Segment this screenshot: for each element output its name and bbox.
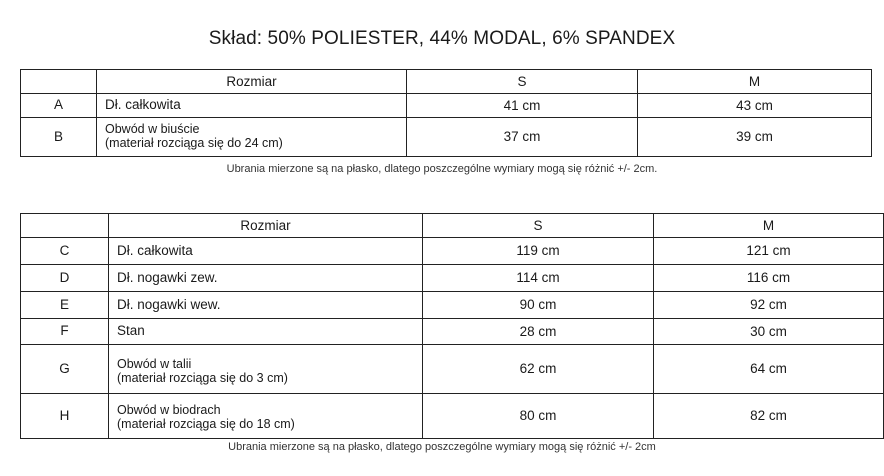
row-letter: A xyxy=(21,94,97,118)
value-m: 43 cm xyxy=(638,94,872,118)
row-letter: C xyxy=(21,238,109,265)
header-size-s: S xyxy=(423,214,654,238)
value-m: 121 cm xyxy=(654,238,884,265)
value-s: 41 cm xyxy=(407,94,638,118)
header-rozmiar: Rozmiar xyxy=(97,70,407,94)
row-description xyxy=(109,345,423,394)
table-row xyxy=(21,94,872,118)
row-letter: G xyxy=(21,345,109,394)
description-note: (materiał rozciąga się do 18 cm) xyxy=(117,416,295,431)
value-s: 28 cm xyxy=(423,319,654,345)
table-row xyxy=(21,394,884,439)
description-line: Stan xyxy=(117,323,145,338)
value-s: 119 cm xyxy=(423,238,654,265)
value-s: 80 cm xyxy=(423,394,654,439)
row-letter: E xyxy=(21,292,109,319)
description-line: Dł. nogawki zew. xyxy=(117,269,218,285)
row-description xyxy=(109,238,423,265)
table-row xyxy=(21,118,872,157)
row-letter: H xyxy=(21,394,109,439)
row-description xyxy=(109,265,423,292)
value-m: 39 cm xyxy=(638,118,872,157)
description-line: Dł. całkowita xyxy=(105,97,181,112)
table-row xyxy=(21,238,884,265)
composition-title: Skład: 50% POLIESTER, 44% MODAL, 6% SPANDEX xyxy=(208,28,676,49)
row-description xyxy=(97,118,407,157)
header-empty-cell xyxy=(21,214,109,238)
table-header-row xyxy=(21,214,884,238)
row-letter: B xyxy=(21,118,97,157)
row-description xyxy=(109,292,423,319)
value-m: 64 cm xyxy=(654,345,884,394)
value-m: 30 cm xyxy=(654,319,884,345)
description-line: Obwód w biuście xyxy=(105,122,200,136)
header-size-m: M xyxy=(638,70,872,94)
header-empty-cell xyxy=(21,70,97,94)
row-letter: D xyxy=(21,265,109,292)
value-s: 114 cm xyxy=(423,265,654,292)
value-s: 62 cm xyxy=(423,345,654,394)
row-description xyxy=(97,94,407,118)
description-note: (materiał rozciąga się do 3 cm) xyxy=(117,370,288,385)
table-row xyxy=(21,319,884,345)
table-header-row xyxy=(21,70,872,94)
value-s: 37 cm xyxy=(407,118,638,157)
table-row xyxy=(21,345,884,394)
value-m: 82 cm xyxy=(654,394,884,439)
measurement-note: Ubrania mierzone są na płasko, dlatego poszczególne wymiary mogą się różnić +/- 2cm xyxy=(228,441,656,453)
size-table-bottom xyxy=(20,213,884,439)
description-line: Obwód w biodrach xyxy=(117,402,221,417)
row-letter: F xyxy=(21,319,109,345)
table-row xyxy=(21,292,884,319)
table-row xyxy=(21,265,884,292)
value-s: 90 cm xyxy=(423,292,654,319)
value-m: 116 cm xyxy=(654,265,884,292)
size-table-top xyxy=(20,69,872,157)
measurement-note: Ubrania mierzone są na płasko, dlatego poszczególne wymiary mogą się różnić +/- 2cm. xyxy=(226,163,658,175)
description-line: Dł. nogawki wew. xyxy=(117,296,221,312)
value-m: 92 cm xyxy=(654,292,884,319)
header-size-s: S xyxy=(407,70,638,94)
description-line: Dł. całkowita xyxy=(117,242,193,258)
row-description xyxy=(109,394,423,439)
row-description xyxy=(109,319,423,345)
description-note: (materiał rozciąga się do 24 cm) xyxy=(105,136,283,150)
description-line: Obwód w talii xyxy=(117,356,192,371)
header-rozmiar: Rozmiar xyxy=(109,214,423,238)
header-size-m: M xyxy=(654,214,884,238)
